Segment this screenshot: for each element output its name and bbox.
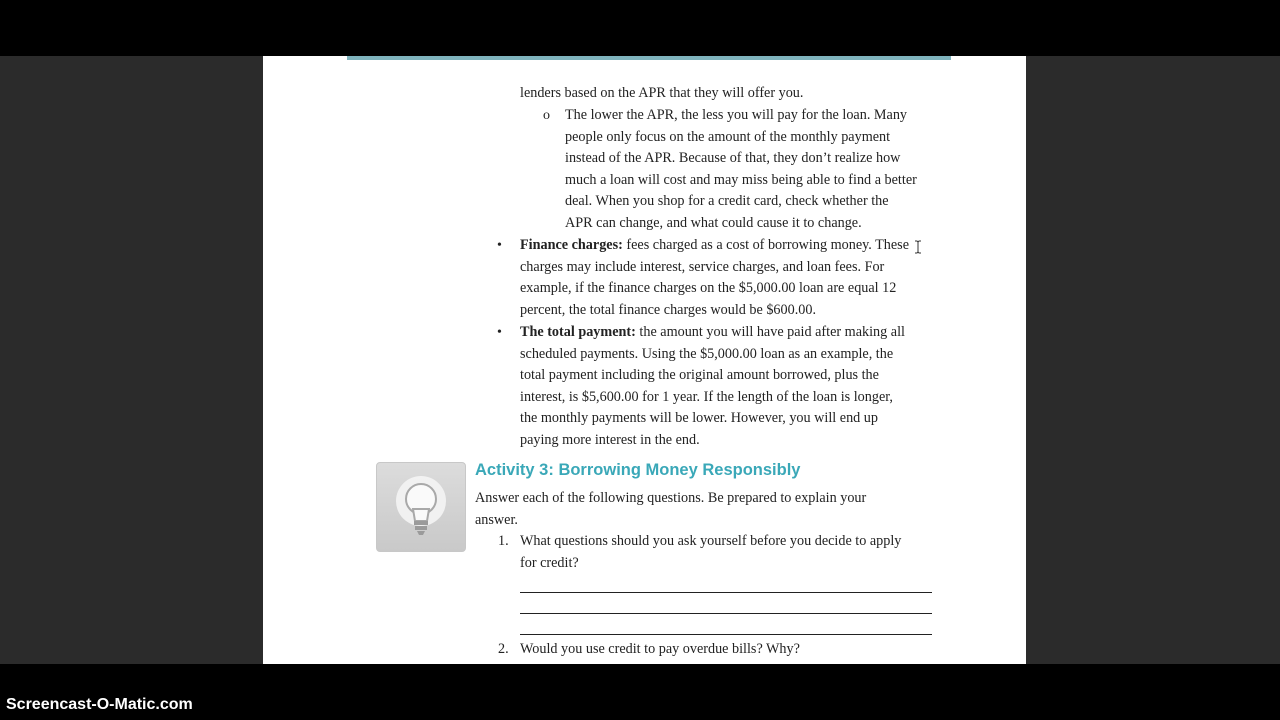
question-number: 1. xyxy=(498,533,509,549)
total-payment-line: scheduled payments. Using the $5,000.00 loan as an example, the xyxy=(520,345,894,362)
total-payment-first-line xyxy=(520,322,905,344)
activity-instructions-line: Answer each of the following questions. Be prepared to explain your xyxy=(475,490,867,506)
page-top-rule xyxy=(347,56,951,60)
document-page xyxy=(263,56,1026,664)
sub-bullet-line: deal. When you shop for a credit card, check whether the xyxy=(565,193,889,210)
sub-bullet-line: The lower the APR, the less you will pay for the loan. Many xyxy=(565,107,908,123)
total-payment-line: total payment including the original amount borrowed, plus the xyxy=(520,367,879,384)
activity-icon-box xyxy=(376,462,466,552)
watermark: Screencast-O-Matic.com xyxy=(6,696,193,713)
answer-line xyxy=(520,613,932,614)
sub-bullet-line: instead of the APR. Because of that, they don’t realize how xyxy=(565,150,901,167)
sub-bullet-line: much a loan will cost and may miss being able to find a better xyxy=(565,171,917,188)
finance-charges-line: example, if the finance charges on the $5,000.00 loan are equal 12 xyxy=(520,280,897,297)
sub-bullet-marker: o xyxy=(543,108,550,123)
question-number: 2. xyxy=(498,641,509,657)
sub-bullet-line: APR can change, and what could cause it to change. xyxy=(565,215,862,231)
lightbulb-icon xyxy=(377,463,465,551)
bullet-marker: • xyxy=(497,238,502,253)
answer-line xyxy=(520,592,932,593)
intro-line: lenders based on the APR that they will offer you. xyxy=(520,85,804,101)
total-payment-line: the monthly payments will be lower. However, you will end up xyxy=(520,410,878,427)
text-cursor-icon xyxy=(914,240,922,254)
finance-charges-first-line xyxy=(520,235,909,257)
question-text-line: Would you use credit to pay overdue bills? Why? xyxy=(520,641,800,657)
question-text-line: for credit? xyxy=(520,554,579,571)
finance-charges-definition: fees charged as a cost of borrowing money. These xyxy=(622,237,909,253)
question-text-line: What questions should you ask yourself before you decide to apply xyxy=(520,533,902,549)
answer-line xyxy=(520,634,932,635)
total-payment-line: paying more interest in the end. xyxy=(520,432,700,448)
activity-title: Activity 3: Borrowing Money Responsibly xyxy=(475,461,801,479)
finance-charges-line: charges may include interest, service charges, and loan fees. For xyxy=(520,258,885,275)
total-payment-term: The total payment: xyxy=(520,324,636,340)
finance-charges-term: Finance charges: xyxy=(520,237,623,253)
finance-charges-line: percent, the total finance charges would be $600.00. xyxy=(520,301,816,318)
total-payment-line: interest, is $5,600.00 for 1 year. If the length of the loan is longer, xyxy=(520,388,893,405)
bullet-marker: • xyxy=(497,325,502,340)
activity-instructions-line: answer. xyxy=(475,511,518,528)
sub-bullet-line: people only focus on the amount of the monthly payment xyxy=(565,128,891,145)
total-payment-definition: the amount you will have paid after making all xyxy=(635,324,905,340)
